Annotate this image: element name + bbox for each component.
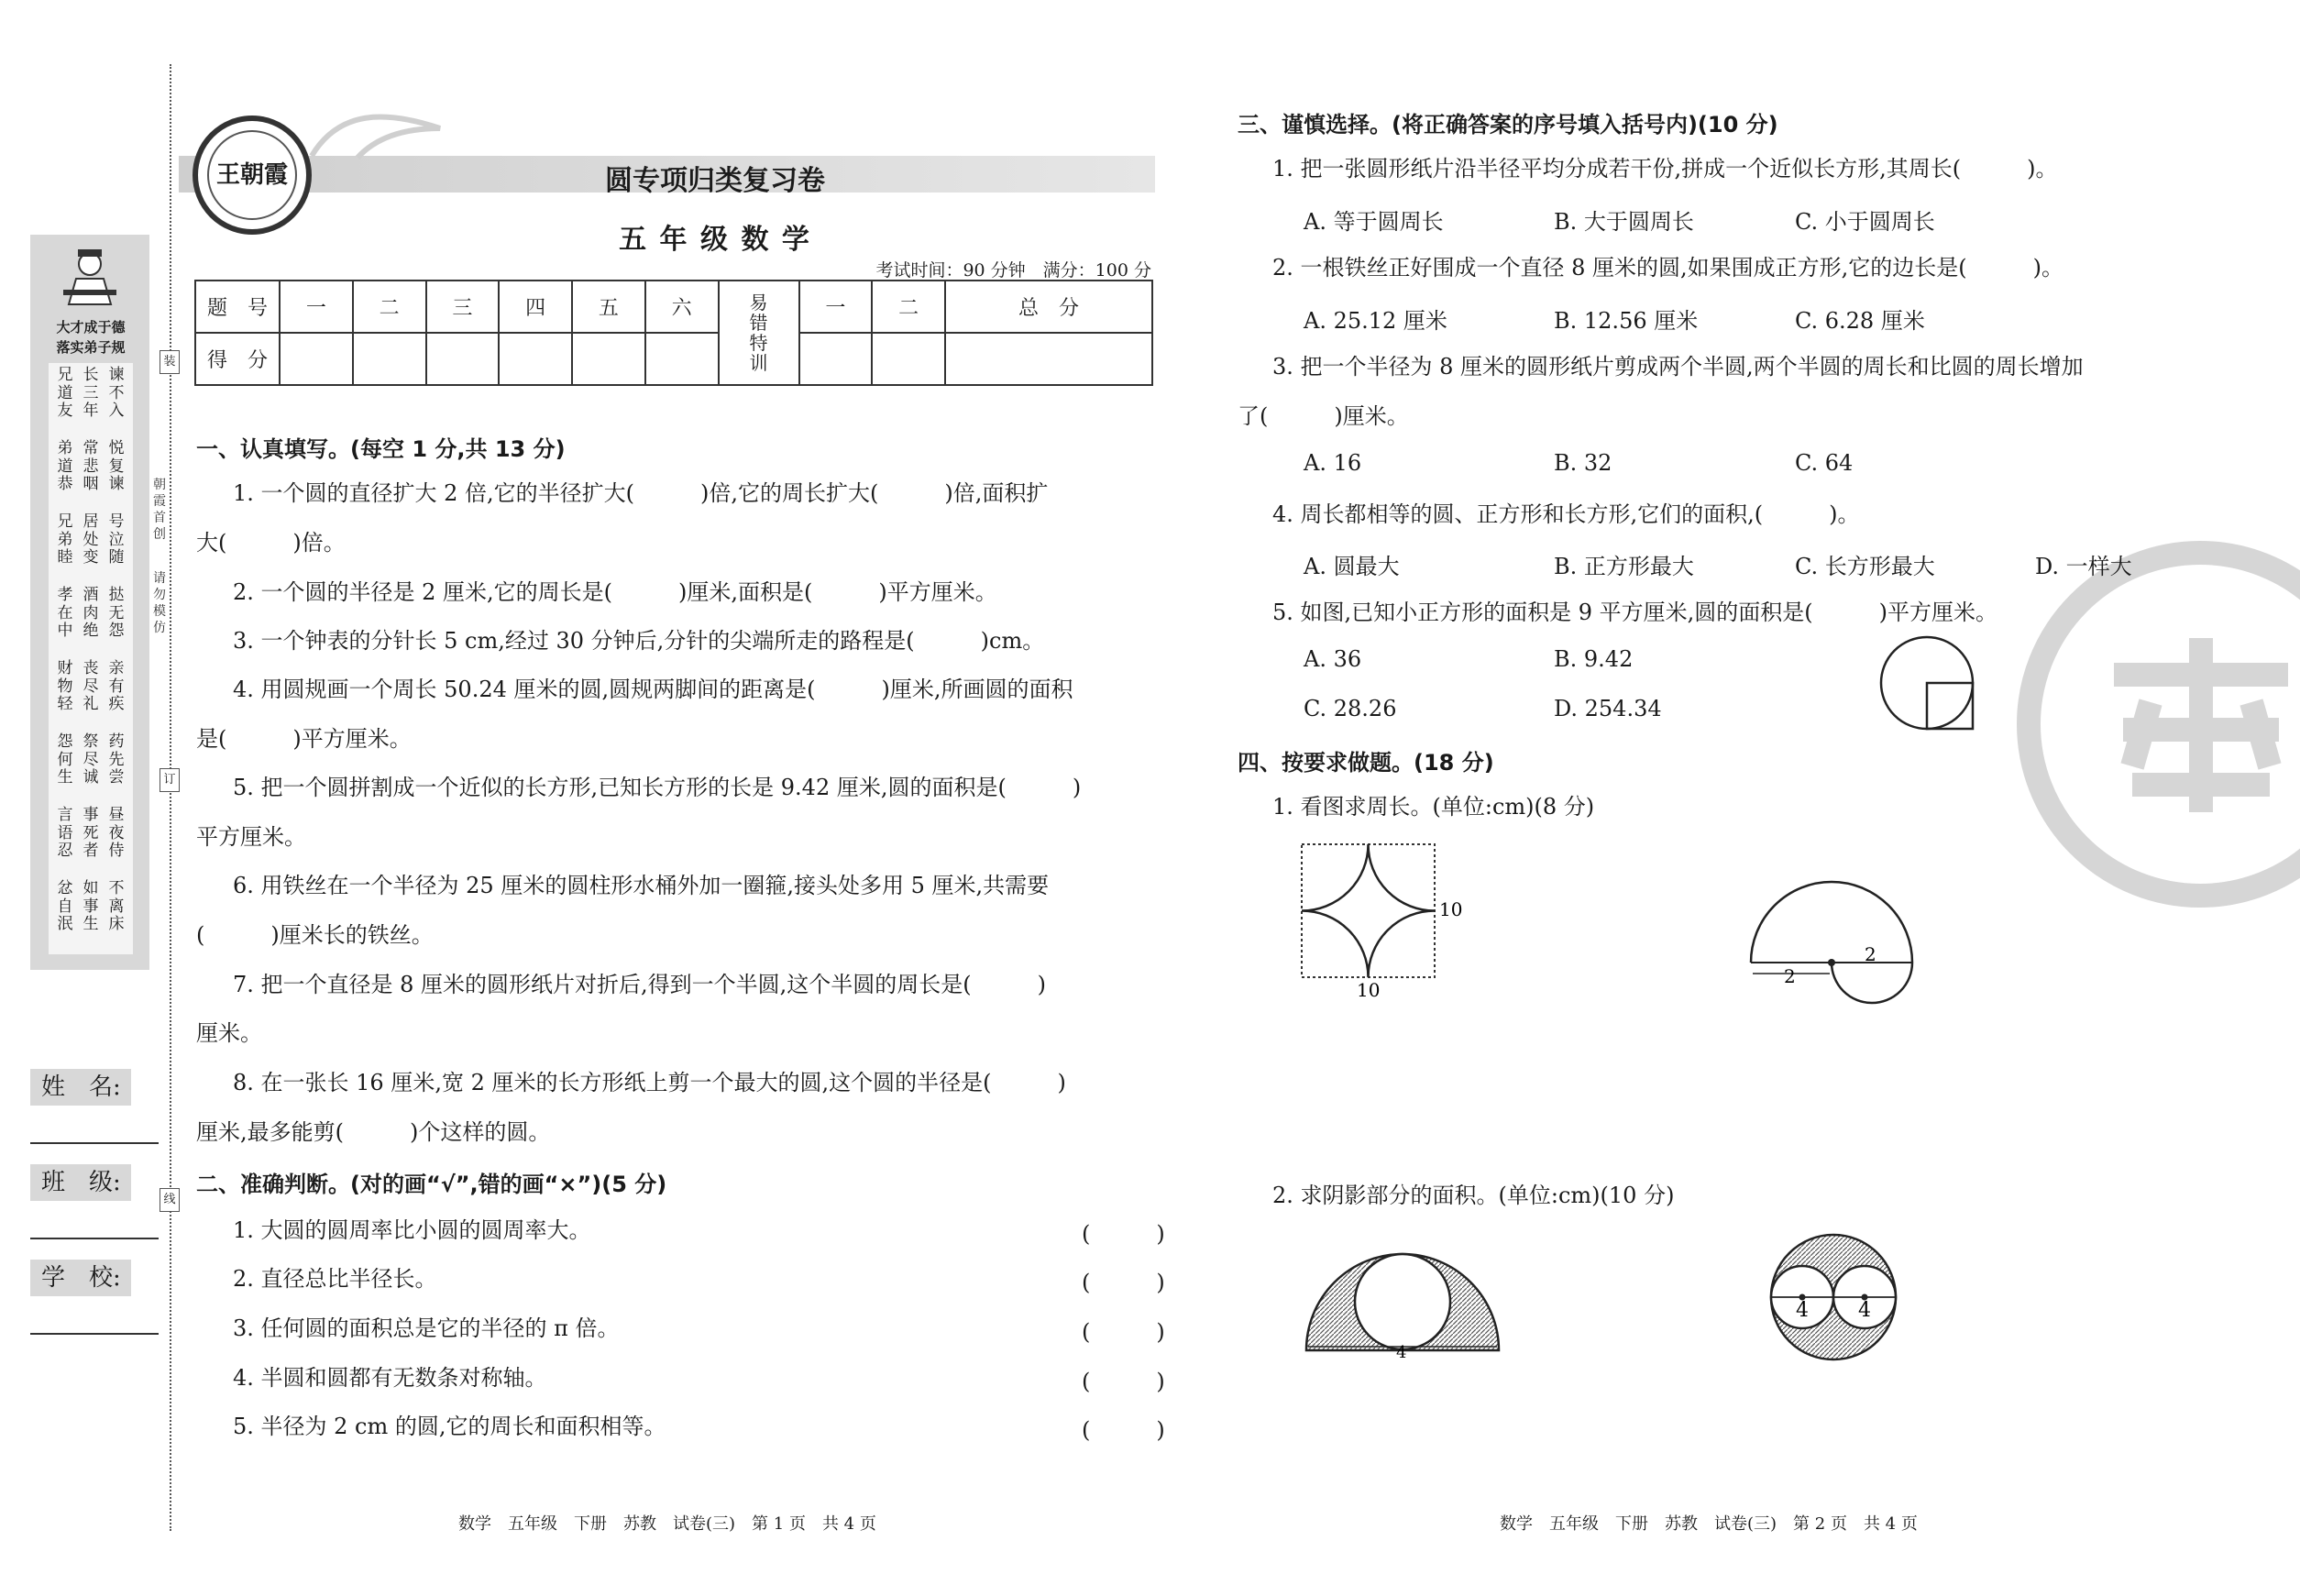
fig1-label-bottom: 10 [1357, 979, 1381, 1001]
fig3-inner-circle [1355, 1254, 1450, 1349]
dizigui-column: 酒肉绝 [83, 586, 99, 640]
section1-title: 一、认真填写。(每空 1 分,共 13 分) [196, 436, 566, 462]
s3-q3-line1: 3. 把一个半径为 8 厘米的圆形纸片剪成两个半圆,两个半圆的周长和比圆的周长增加 [1272, 354, 2084, 380]
s3-q4-opt-c[interactable]: C. 长方形最大 [1795, 554, 1935, 579]
dizigui-column: 长三年 [83, 366, 99, 420]
s1-q1-line1: 1. 一个圆的直径扩大 2 倍,它的半径扩大( )倍,它的周长扩大( )倍,面积扩 [233, 480, 1049, 506]
s1-q1-line2: 大( )倍。 [196, 530, 346, 556]
s3-q1: 1. 把一张圆形纸片沿半径平均分成若干份,拼成一个近似长方形,其周长( )。 [1272, 156, 2058, 182]
score-header-8: 一 [799, 281, 873, 333]
s2-answer-5[interactable]: ( ) [1082, 1417, 1165, 1443]
s3-q2: 2. 一根铁丝正好围成一个直径 8 厘米的圆,如果围成正方形,它的边长是( )。 [1272, 255, 2064, 281]
binding-mark-3: 线 [160, 1188, 180, 1212]
s4-q1: 1. 看图求周长。(单位:cm)(8 分) [1272, 794, 1595, 820]
error-training-label: 易错特训 [749, 292, 768, 374]
side-note-1: 朝霞首创 [153, 478, 166, 542]
s3-q4-opt-d[interactable]: D. 一样大 [2035, 554, 2132, 579]
page-title: 圆专项归类复习卷 [605, 165, 825, 197]
fig2-label-right: 2 [1865, 943, 1876, 965]
sidebar-panel [30, 235, 149, 970]
s2-item-4: 4. 半圆和圆都有无数条对称轴。 [233, 1365, 547, 1391]
s2-item-5: 5. 半径为 2 cm 的圆,它的周长和面积相等。 [233, 1414, 666, 1439]
s1-q4-line2: 是( )平方厘米。 [196, 726, 412, 752]
score-cell[interactable] [645, 333, 719, 385]
score-header-0: 题 号 [195, 281, 280, 333]
s3-q5: 5. 如图,已知小正方形的面积是 9 平方厘米,圆的面积是( )平方厘米。 [1272, 600, 1998, 625]
score-header-3: 三 [426, 281, 500, 333]
footer-right: 数学 五年级 下册 苏教 试卷(三) 第 2 页 共 4 页 [1500, 1514, 1918, 1534]
footer-left: 数学 五年级 下册 苏教 试卷(三) 第 1 页 共 4 页 [458, 1514, 876, 1534]
dizigui-column: 如事生 [83, 879, 99, 933]
s3-q5-opt-d[interactable]: D. 254.34 [1554, 696, 1662, 721]
binding-mark-2: 订 [160, 768, 180, 792]
s1-q2: 2. 一个圆的半径是 2 厘米,它的周长是( )厘米,面积是( )平方厘米。 [233, 579, 997, 605]
s1-q7-line2: 厘米。 [196, 1020, 262, 1046]
dizigui-column: 居处变 [83, 512, 99, 567]
ribbon-decoration [303, 101, 449, 165]
dizigui-column: 弟道恭 [57, 439, 73, 493]
score-cell[interactable] [872, 333, 945, 385]
section3-title: 三、谨慎选择。(将正确答案的序号填入括号内)(10 分) [1238, 112, 1778, 138]
dizigui-column: 悦复谏 [108, 439, 125, 493]
s3-q3-line2: 了( )厘米。 [1238, 403, 1409, 429]
score-header-4: 四 [499, 281, 572, 333]
s1-q7-line1: 7. 把一个直径是 8 厘米的圆形纸片对折后,得到一个半圆,这个半圆的周长是( ) [233, 972, 1047, 997]
s1-q8-line2: 厘米,最多能剪( )个这样的圆。 [196, 1119, 551, 1145]
side-note-2: 请勿模仿 [153, 571, 166, 635]
dizigui-column: 丧尽礼 [83, 659, 99, 713]
page-subtitle: 五 年 级 数 学 [619, 224, 811, 256]
class-label: 班 级: [30, 1164, 131, 1201]
fig1-label-right: 10 [1439, 898, 1463, 920]
binding-mark-1: 装 [160, 350, 180, 374]
s1-q8-line1: 8. 在一张长 16 厘米,宽 2 厘米的长方形纸上剪一个最大的圆,这个圆的半径是( ) [233, 1070, 1066, 1095]
watermark-seal [2017, 541, 2300, 908]
exam-info: 考试时间：90 分钟 满分：100 分 [875, 260, 1151, 281]
fig2-large-arc [1751, 882, 1912, 963]
s3-q2-opt-a[interactable]: A. 25.12 厘米 [1304, 308, 1447, 334]
score-header-5: 五 [572, 281, 645, 333]
motto-line-1: 大才成于德 [56, 319, 126, 336]
score-row-label: 得 分 [195, 333, 280, 385]
s3-q3-opt-a[interactable]: A. 16 [1304, 450, 1362, 476]
section2-title: 二、准确判断。(对的画“√”,错的画“×”)(5 分) [196, 1172, 667, 1197]
score-cell[interactable] [572, 333, 645, 385]
s2-answer-4[interactable]: ( ) [1082, 1369, 1165, 1394]
s3-q4: 4. 周长都相等的圆、正方形和长方形,它们的面积,( )。 [1272, 501, 1860, 527]
dizigui-column: 孝在中 [57, 586, 73, 640]
score-header-10: 总 分 [945, 281, 1152, 333]
fig2-center-dot [1828, 959, 1835, 966]
s3-q5-opt-a[interactable]: A. 36 [1304, 646, 1362, 672]
s3-q1-opt-a[interactable]: A. 等于圆周长 [1304, 209, 1444, 235]
s1-q5-line1: 5. 把一个圆拼割成一个近似的长方形,已知长方形的长是 9.42 厘米,圆的面积是( ) [233, 775, 1082, 800]
s2-answer-1[interactable]: ( ) [1082, 1221, 1165, 1247]
dizigui-text-panel [49, 363, 133, 954]
score-cell[interactable] [426, 333, 500, 385]
s3-q3-opt-c[interactable]: C. 64 [1795, 450, 1854, 476]
dizigui-column: 怨何生 [57, 732, 73, 787]
q5-circle-square-figure [1879, 633, 1980, 733]
s1-q6-line2: ( )厘米长的铁丝。 [196, 922, 434, 948]
fig4-label-left: 4 [1796, 1299, 1809, 1322]
dizigui-column: 言语忍 [57, 806, 73, 860]
s3-q1-opt-b[interactable]: B. 大于圆周长 [1554, 209, 1694, 235]
watermark-glyph [2096, 620, 2300, 831]
fig4-label-right: 4 [1858, 1299, 1871, 1322]
s2-item-3: 3. 任何圆的面积总是它的半径的 π 倍。 [233, 1315, 620, 1341]
score-cell[interactable] [280, 333, 353, 385]
logo-text: 王朝霞 [215, 161, 288, 189]
s3-q5-opt-c[interactable]: C. 28.26 [1304, 696, 1397, 721]
dizigui-column: 不离床 [108, 879, 125, 933]
s1-q4-line1: 4. 用圆规画一个周长 50.24 厘米的圆,圆规两脚间的距离是( )厘米,所画圆的面积 [233, 677, 1073, 702]
score-cell[interactable] [799, 333, 873, 385]
s1-q5-line2: 平方厘米。 [196, 824, 306, 850]
s1-q3: 3. 一个钟表的分针长 5 cm,经过 30 分钟后,分针的尖端所走的路程是( )cm。 [233, 628, 1045, 654]
fig3-semicircle-circle [1297, 1233, 1517, 1361]
dizigui-column: 祭尽诚 [83, 732, 99, 787]
score-header-6: 六 [645, 281, 719, 333]
dizigui-column: 兄弟睦 [57, 512, 73, 567]
s3-q3-opt-b[interactable]: B. 32 [1554, 450, 1612, 476]
score-cell[interactable] [945, 333, 1152, 385]
fig3-label: 4 [1396, 1343, 1407, 1361]
s3-q2-opt-c[interactable]: C. 6.28 厘米 [1795, 308, 1925, 334]
fig4-circle-two-circles [1765, 1228, 1902, 1366]
s4-q2: 2. 求阴影部分的面积。(单位:cm)(10 分) [1272, 1183, 1675, 1208]
score-cell[interactable] [353, 333, 426, 385]
name-label: 姓 名: [30, 1069, 131, 1106]
dizigui-column: 常悲咽 [83, 439, 99, 493]
school-field[interactable] [30, 1333, 159, 1335]
s3-q5-opt-b[interactable]: B. 9.42 [1554, 646, 1634, 672]
dizigui-column: 财物轻 [57, 659, 73, 713]
dizigui-column: 挞无怨 [108, 586, 125, 640]
fig1-concave-star [1302, 844, 1435, 977]
dizigui-column: 忿自泯 [57, 879, 73, 933]
dizigui-column: 号泣随 [108, 512, 125, 567]
fig1-dotted-square [1302, 844, 1435, 977]
fig2-semicircles [1742, 843, 1925, 1008]
score-header-9: 二 [872, 281, 945, 333]
dizigui-column: 谏不入 [108, 366, 125, 420]
binding-line [170, 64, 171, 1531]
score-header-2: 二 [353, 281, 426, 333]
dizigui-column: 药先尝 [108, 732, 125, 787]
scholar-illustration [58, 244, 122, 308]
score-table [194, 280, 1153, 386]
fig2-label-left: 2 [1784, 965, 1796, 987]
name-field[interactable] [30, 1142, 159, 1144]
fig1-square-arcs [1293, 839, 1476, 1004]
s2-answer-3[interactable]: ( ) [1082, 1319, 1165, 1345]
s3-q1-opt-c[interactable]: C. 小于圆周长 [1795, 209, 1935, 235]
dizigui-column: 事死者 [83, 806, 99, 860]
section4-title: 四、按要求做题。(18 分) [1238, 750, 1494, 776]
s2-answer-2[interactable]: ( ) [1082, 1270, 1165, 1295]
s3-q4-opt-a[interactable]: A. 圆最大 [1304, 554, 1400, 579]
score-header-7 [719, 281, 799, 385]
fig2-small-arc [1832, 963, 1912, 1003]
dizigui-column: 亲有疾 [108, 659, 125, 713]
s1-q6-line1: 6. 用铁丝在一个半径为 25 厘米的圆柱形水桶外加一圈箍,接头处多用 5 厘米,共需要 [233, 873, 1050, 898]
motto-line-2: 落实弟子规 [56, 339, 126, 356]
s2-item-2: 2. 直径总比半径长。 [233, 1266, 437, 1292]
dizigui-column: 昼夜侍 [108, 806, 125, 860]
s3-q4-opt-b[interactable]: B. 正方形最大 [1554, 554, 1694, 579]
s3-q2-opt-b[interactable]: B. 12.56 厘米 [1554, 308, 1699, 334]
logo-seal [193, 116, 312, 235]
score-header-1: 一 [280, 281, 353, 333]
s2-item-1: 1. 大圆的圆周率比小圆的圆周率大。 [233, 1217, 591, 1243]
score-cell[interactable] [499, 333, 572, 385]
class-field[interactable] [30, 1238, 159, 1239]
school-label: 学 校: [30, 1260, 131, 1296]
dizigui-column: 兄道友 [57, 366, 73, 420]
